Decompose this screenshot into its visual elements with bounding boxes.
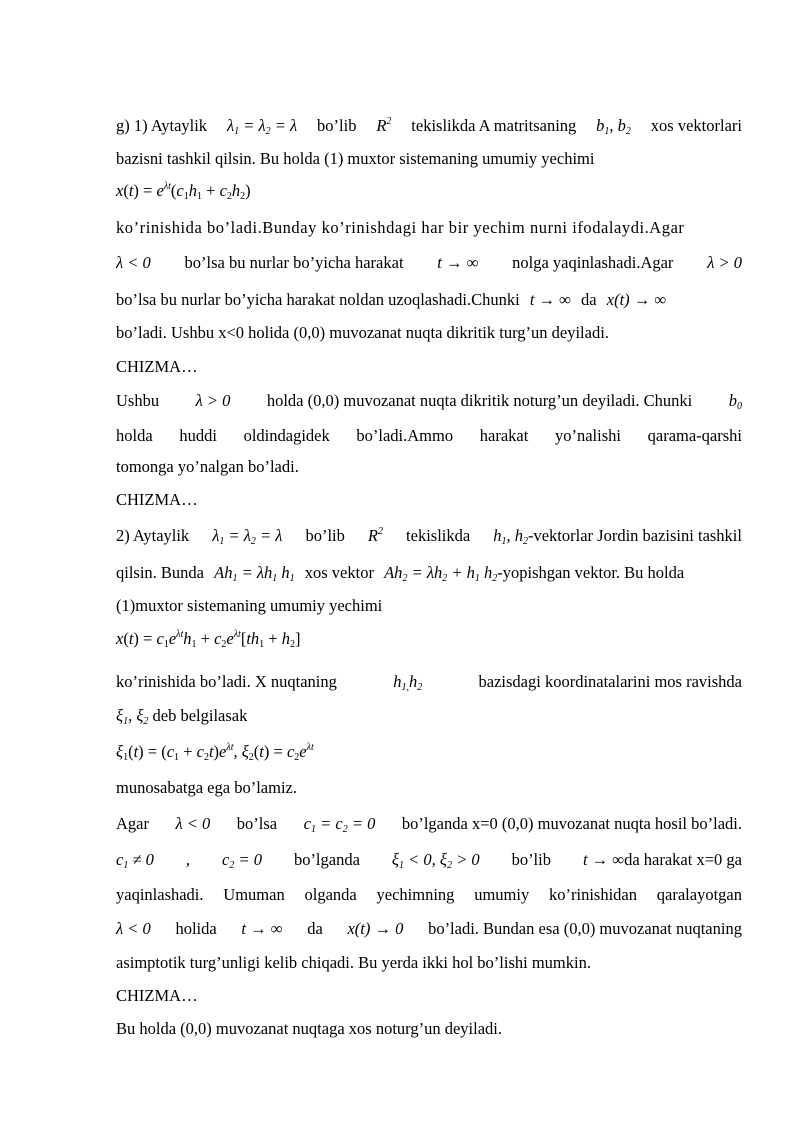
text: tekislikda bbox=[406, 526, 471, 545]
paragraph-line bbox=[116, 706, 742, 726]
formula-c2-zero: $c_2 = 0$ bbox=[221, 850, 262, 871]
formula-general-solution: $x(t) = e^{\lambda t}(c_1h_1 + c_2h_2)$ bbox=[116, 181, 251, 202]
paragraph-line: bo’ladi. Ushbu x<0 holida (0,0) muvozanat nuqta dikritik turg’un deyiladi. bbox=[116, 323, 609, 342]
formula-coordinates: $\xi_1(t) = (c_1 + c_2t)e^{\lambda t}$, $\xi_2(t) = c_2e^{\lambda t}$ bbox=[116, 742, 314, 763]
paragraph-line: (1)muxtor sistemaning umumiy yechimi bbox=[116, 596, 383, 615]
formula-ah2: $Ah_2 = \lambda h_2 + h_1$ $h_2$ bbox=[384, 563, 498, 584]
text: holda (0,0) muvozanat nuqta dikritik noturg’un deyiladi. Chunki bbox=[266, 391, 693, 410]
formula-t-inf: t → ∞ bbox=[241, 919, 283, 938]
text: ko’rinishida bo’ladi.Bunday ko’rinishdagi har bir yechim nurni ifodalaydi.Agar bbox=[116, 218, 685, 237]
formula-lambda-neg: λ < 0 bbox=[175, 814, 211, 833]
text: bo’lsa bu nurlar bo’yicha harakat noldan uzoqlashadi.Chunki bbox=[116, 290, 520, 309]
text: bo’lib bbox=[317, 116, 357, 135]
formula-c1c2-zero: $c_1 = c_2 = 0$ bbox=[303, 814, 376, 835]
text: -yopishgan vektor. Bu holda bbox=[497, 563, 685, 582]
text: xos vektorlari bbox=[650, 116, 742, 135]
text: tekislikda A matritsaning bbox=[411, 116, 577, 135]
text: g) 1) Aytaylik bbox=[116, 116, 208, 135]
paragraph-line bbox=[116, 218, 742, 238]
formula-r2: $R^2$ bbox=[367, 526, 384, 545]
formula-lambda-equal: $\lambda_1 = \lambda_2 = \lambda$ bbox=[226, 116, 298, 137]
formula-x-zero: x(t) → 0 bbox=[347, 919, 404, 938]
paragraph-line: holda huddi oldindagidek bo’ladi.Ammo harakat yo’nalishi qarama-qarshi bbox=[116, 426, 742, 445]
text: bo’lganda x=0 (0,0) muvozanat nuqta hosil bo’ladi. bbox=[401, 814, 742, 833]
formula-h1h2: $h_1$, $h_2$ bbox=[493, 526, 528, 547]
text: nolga yaqinlashadi.Agar bbox=[512, 253, 674, 272]
figure-placeholder: CHIZMA… bbox=[116, 357, 198, 376]
paragraph-line bbox=[116, 391, 742, 411]
text: Agar bbox=[116, 814, 149, 833]
formula-lambda-pos: λ > 0 bbox=[195, 391, 231, 410]
paragraph-line: yaqinlashadi. Umuman olganda yechimning umumiy ko’rinishidan qaralayotgan bbox=[116, 885, 742, 904]
text: bo’lsa bbox=[236, 814, 278, 833]
figure-placeholder: CHIZMA… bbox=[116, 490, 198, 509]
paragraph-line: bazisni tashkil qilsin. Bu holda (1) muxtor sistemaning umumiy yechimi bbox=[116, 149, 595, 168]
paragraph-line: asimptotik turg’unligi kelib chiqadi. Bu yerda ikki hol bo’lishi mumkin. bbox=[116, 953, 591, 972]
figure-placeholder: CHIZMA… bbox=[116, 986, 198, 1005]
formula-ah1: $Ah_1 = \lambda h_1$ $h_1$ bbox=[214, 563, 295, 584]
formula-r2: $R^2$ bbox=[376, 116, 392, 135]
paragraph-line bbox=[116, 563, 742, 583]
text: da bbox=[581, 290, 597, 309]
text: xos vektor bbox=[304, 563, 374, 582]
text: bo’lganda bbox=[293, 850, 360, 869]
formula-lambda-neg: λ < 0 bbox=[116, 919, 151, 938]
text: Ushbu bbox=[116, 391, 160, 410]
paragraph-line bbox=[116, 814, 742, 834]
formula-t-inf: t → ∞ bbox=[529, 290, 571, 309]
paragraph-line bbox=[116, 526, 742, 546]
formula-b0: $b_0$ bbox=[728, 391, 742, 412]
formula-b1b2: $b_1$, $b_2$ bbox=[596, 116, 631, 137]
text: 2) Aytaylik bbox=[116, 526, 190, 545]
formula-jordan-solution: $x(t) = c_1e^{\lambda t}h_1 + c_2e^{\lambda t}[th_1 + h_2]$ bbox=[116, 629, 301, 650]
text: bo’lib bbox=[511, 850, 551, 869]
formula-h1h2: $h_{1,}h_2$ bbox=[393, 672, 423, 693]
text: qilsin. Bunda bbox=[116, 563, 205, 582]
formula-lambda-neg: λ < 0 bbox=[116, 253, 151, 272]
paragraph-line: munosabatga ega bo’lamiz. bbox=[116, 778, 297, 797]
text: bo’lsa bu nurlar bo’yicha harakat bbox=[184, 253, 404, 272]
paragraph-line: tomonga yo’nalgan bo’ladi. bbox=[116, 457, 299, 476]
paragraph-line bbox=[116, 850, 742, 870]
formula-c1-nonzero: $c_1 \ne 0$ bbox=[116, 850, 154, 871]
paragraph-line bbox=[116, 290, 742, 310]
text: da harakat x=0 ga bbox=[624, 850, 742, 869]
text: bazisdagi koordinatalarini mos ravishda bbox=[478, 672, 742, 691]
text: bo’ladi. Bundan esa (0,0) muvozanat nuqtaning bbox=[428, 919, 742, 938]
text: bo’lib bbox=[305, 526, 345, 545]
formula-xi1xi2: $\xi_1$, $\xi_2$ bbox=[116, 706, 149, 727]
formula-lambda-pos: λ > 0 bbox=[707, 253, 742, 272]
formula-x-inf: x(t) → ∞ bbox=[606, 290, 667, 309]
text: holida bbox=[175, 919, 217, 938]
text: -vektorlar Jordin bazisini tashkil bbox=[527, 526, 742, 545]
formula-xi-signs: $\xi_1 < 0$, $\xi_2 > 0$ bbox=[391, 850, 480, 871]
text: ko’rinishida bo’ladi. X nuqtaning bbox=[116, 672, 337, 691]
paragraph-line bbox=[116, 253, 742, 273]
formula-t-inf: t → ∞ bbox=[582, 850, 625, 869]
paragraph-line bbox=[116, 672, 742, 692]
paragraph-line bbox=[116, 919, 742, 939]
text: da bbox=[307, 919, 323, 938]
text: , bbox=[185, 850, 190, 869]
text: deb belgilasak bbox=[152, 706, 248, 725]
formula-lambda-equal: $\lambda_1 = \lambda_2 = \lambda$ bbox=[212, 526, 283, 547]
paragraph-line bbox=[116, 116, 742, 136]
paragraph-line: Bu holda (0,0) muvozanat nuqtaga xos noturg’un deyiladi. bbox=[116, 1019, 502, 1038]
formula-t-inf: t → ∞ bbox=[437, 253, 479, 272]
